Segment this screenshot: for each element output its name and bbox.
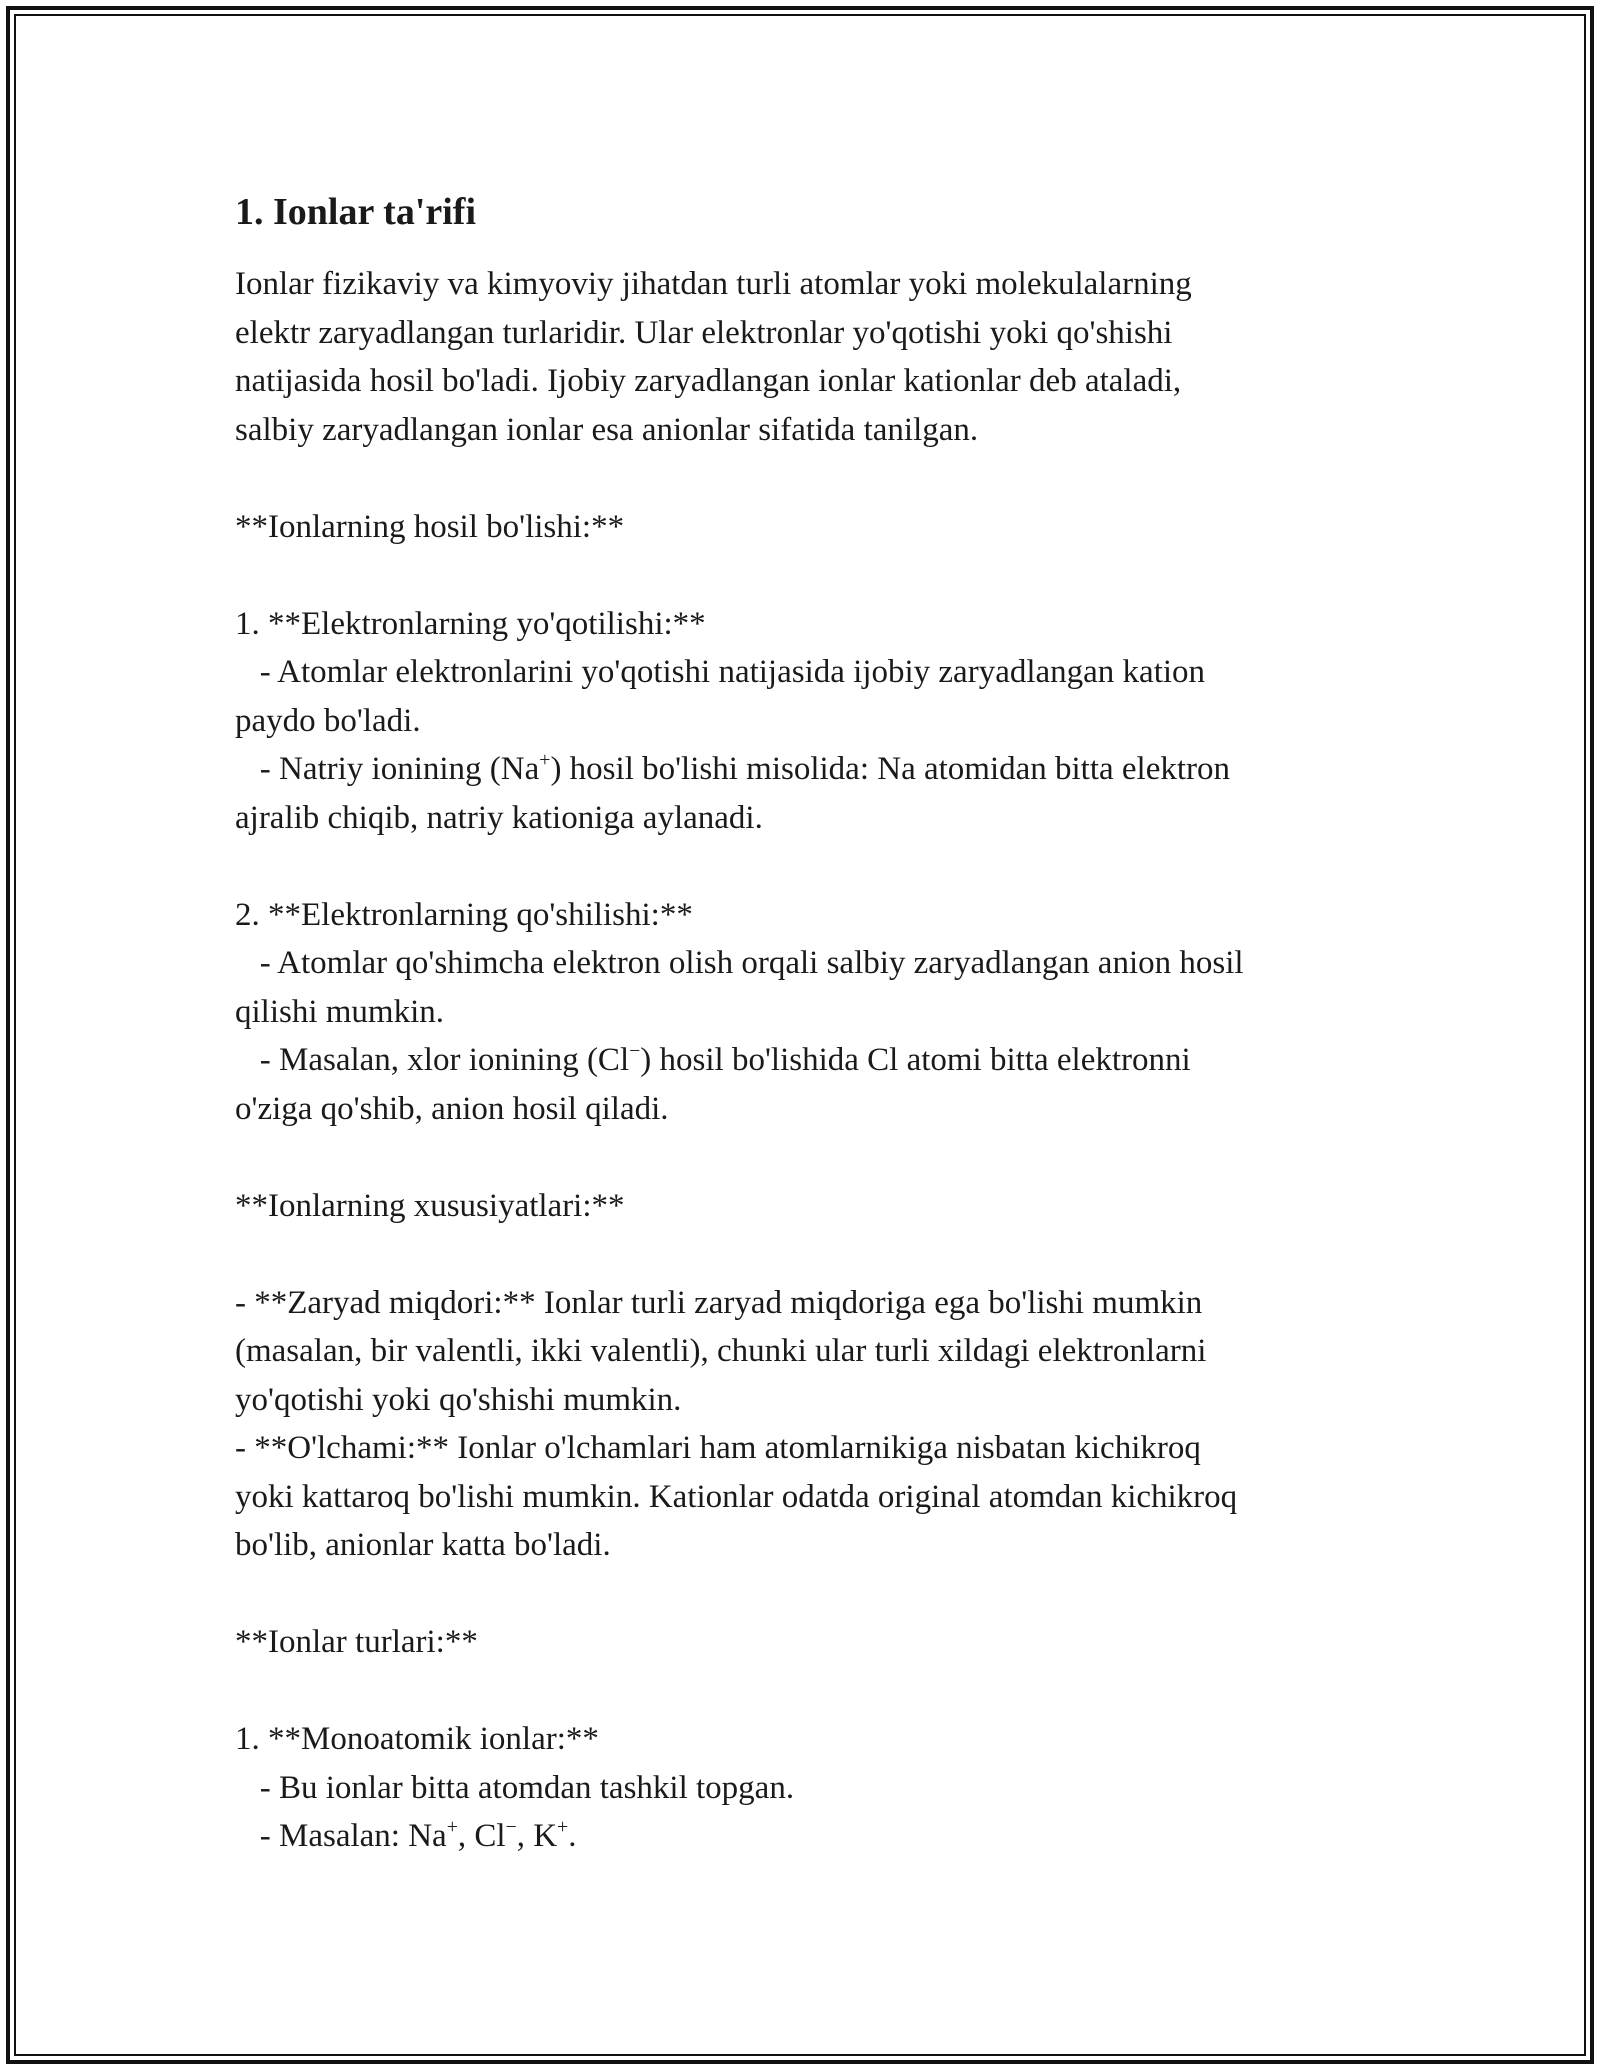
text-line: 1. **Elektronlarning yo'qotilishi:** [235, 605, 706, 642]
text-line [235, 1036, 1375, 1085]
text-line: Ionlar fizikaviy va kimyoviy jihatdan turli atomlar yoki molekulalarning [235, 266, 1192, 302]
text-line [235, 842, 1375, 891]
text-segment: - Masalan: Na [235, 1818, 447, 1854]
text-segment: . [568, 1818, 577, 1854]
text-line: o'ziga qo'shib, anion hosil qiladi. [235, 1090, 669, 1127]
text-line: **Ionlarning xususiyatlari:** [235, 1187, 625, 1224]
document-body [235, 188, 1375, 1861]
charge-superscript: − [505, 1816, 517, 1839]
text-line [235, 745, 1375, 794]
text-line: natijasida hosil bo'ladi. Ijobiy zaryadlangan ionlar kationlar deb ataladi, [235, 363, 1182, 399]
text-line [235, 454, 1375, 503]
text-line: 2. **Elektronlarning qo'shilishi:** [235, 896, 693, 933]
text-line [235, 1133, 1375, 1182]
text-line [235, 551, 1375, 600]
text-line: - Atomlar qo'shimcha elektron olish orqali salbiy zaryadlangan anion hosil [235, 945, 1244, 981]
text-line: paydo bo'ladi. [235, 702, 421, 739]
text-line: elektr zaryadlangan turlaridir. Ular elektronlar yo'qotishi yoki qo'shishi [235, 314, 1173, 351]
text-line: - **O'lchami:** Ionlar o'lchamlari ham atomlarnikiga nisbatan kichikroq [235, 1430, 1201, 1466]
text-segment: ) hosil bo'lishida Cl atomi bitta elektronni [640, 1042, 1191, 1078]
text-line [235, 1230, 1375, 1279]
text-segment: - Natriy ionining (Na [235, 751, 540, 787]
paragraph-lines [235, 260, 1375, 1861]
text-line: 1. **Monoatomik ionlar:** [235, 1721, 599, 1757]
text-line: ajralib chiqib, natriy kationiga aylanadi. [235, 799, 763, 836]
section-heading: 1. Ionlar ta'rifi [235, 191, 477, 233]
charge-superscript: + [446, 1816, 458, 1839]
charge-superscript: + [557, 1816, 569, 1839]
text-line [235, 1667, 1375, 1716]
text-line: **Ionlar turlari:** [235, 1624, 478, 1660]
text-segment: ) hosil bo'lishi misolida: Na atomidan bitta elektron [550, 751, 1231, 787]
charge-superscript: + [539, 749, 551, 772]
text-line: yoki kattaroq bo'lishi mumkin. Kationlar odatda original atomdan kichikroq [235, 1478, 1238, 1515]
text-segment: , Cl [457, 1818, 506, 1854]
text-line: - **Zaryad miqdori:** Ionlar turli zaryad miqdoriga ega bo'lishi mumkin [235, 1284, 1203, 1321]
text-segment: - Masalan, xlor ionining (Cl [235, 1042, 630, 1078]
text-line: bo'lib, anionlar katta bo'ladi. [235, 1527, 611, 1563]
text-line: - Atomlar elektronlarini yo'qotishi natijasida ijobiy zaryadlangan kation [235, 654, 1206, 690]
text-line: (masalan, bir valentli, ikki valentli), chunki ular turli xildagi elektronlarni [235, 1333, 1207, 1369]
charge-superscript: − [629, 1040, 641, 1063]
text-line [235, 1570, 1375, 1619]
text-line: - Bu ionlar bitta atomdan tashkil topgan. [235, 1769, 795, 1806]
text-line [235, 1812, 1375, 1861]
text-line: salbiy zaryadlangan ionlar esa anionlar sifatida tanilgan. [235, 411, 979, 448]
text-line: yo'qotishi yoki qo'shishi mumkin. [235, 1381, 682, 1418]
text-line: **Ionlarning hosil bo'lishi:** [235, 508, 625, 545]
text-line: qilishi mumkin. [235, 993, 445, 1030]
text-segment: , K [516, 1818, 558, 1854]
